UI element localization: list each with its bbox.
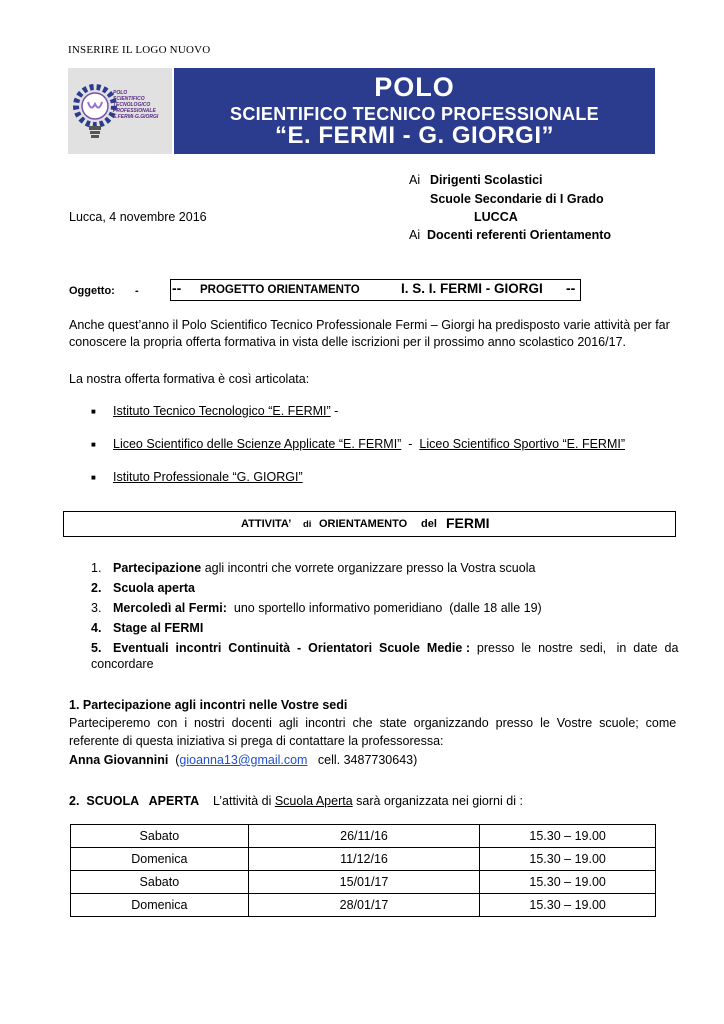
schedule-time: 15.30 – 19.00 <box>480 894 656 917</box>
logo-caption <box>113 90 158 120</box>
part2-heading: 2. SCUOLA APERTA <box>69 794 200 808</box>
school-banner <box>68 68 655 154</box>
activity-5-text: presso le nostre sedi, in date da <box>469 641 679 655</box>
offer-item-2 <box>113 437 625 451</box>
open-school-schedule-table <box>70 824 656 917</box>
contact-phone: cell. 3487730643) <box>307 753 418 767</box>
intro-line-1: Anche quest’anno il Polo Scientifico Tecnico Professionale Fermi – Giorgi ha predisposto varie attività per far <box>69 318 670 332</box>
recipient-line-3: LUCCA <box>474 210 518 224</box>
part2-text-a: L’attività di <box>213 794 275 808</box>
bullet-icon: ■ <box>91 440 96 449</box>
part1-heading: 1. Partecipazione agli incontri nelle Vostre sedi <box>69 698 348 712</box>
section-title-1: ATTIVITA’ <box>241 518 292 530</box>
section-title-5: FERMI <box>446 515 490 531</box>
activity-item-5 <box>113 641 678 655</box>
subject-text-2: I. S. I. FERMI - GIORGI <box>401 281 543 296</box>
recipient-line-1: Dirigenti Scolastici <box>430 173 543 187</box>
subject-dash: - <box>135 285 139 297</box>
activity-num: 4. <box>91 621 102 635</box>
part1-line-1: Parteciperemo con i nostri docenti agli incontri che state organizzando presso le Vostre scuole; come <box>69 716 677 730</box>
logo-placeholder-note: INSERIRE IL LOGO NUOVO <box>68 44 211 56</box>
contact-email-link[interactable]: gioanna13@gmail.com <box>179 753 308 767</box>
logo-line: POLO <box>113 90 128 96</box>
offer-item-1-suffix: - <box>330 404 339 418</box>
schedule-time: 15.30 – 19.00 <box>480 871 656 894</box>
part2-open-school: Scuola Aperta <box>274 794 353 808</box>
activity-3-text: uno sportello informativo pomeridiano (dalle 18 alle 19) <box>226 601 542 615</box>
schedule-day: Sabato <box>71 871 249 894</box>
recipient-ai-2: Ai <box>409 228 421 242</box>
activity-num: 2. <box>91 581 102 595</box>
offer-item-2b-label: Liceo Scientifico Sportivo “E. FERMI” <box>419 437 626 451</box>
schedule-date: 26/11/16 <box>248 825 480 848</box>
contact-name: Anna Giovannini <box>69 753 169 767</box>
subject-open-dashes: -- <box>172 280 182 296</box>
offer-item-3: Istituto Professionale “G. GIORGI” <box>113 470 303 484</box>
activity-1-title: Partecipazione <box>113 561 202 575</box>
section-title-2: di <box>303 519 312 530</box>
part2-text-b: sarà organizzata nei giorni di : <box>352 794 523 808</box>
bullet-icon: ■ <box>91 473 96 482</box>
table-row <box>71 871 656 894</box>
section-title-3: ORIENTAMENTO <box>319 518 408 530</box>
schedule-time: 15.30 – 19.00 <box>480 825 656 848</box>
banner-title-polo: POLO <box>374 72 455 102</box>
activity-item-1 <box>113 561 535 575</box>
table-row <box>71 894 656 917</box>
logo-line: TECNOLOGICO <box>113 102 151 108</box>
recipient-ai-1: Ai <box>409 173 421 187</box>
offer-item-2a-label: Liceo Scientifico delle Scienze Applicate “E. FERMI” <box>113 437 402 451</box>
school-logo <box>68 68 172 154</box>
table-row <box>71 825 656 848</box>
intro-line-2: conoscere la propria offerta formativa in vista delle iscrizioni per il prossimo anno scolastico 2016/17. <box>69 335 626 349</box>
part2-text <box>213 794 523 808</box>
offer-item-2-separator: - <box>401 437 420 451</box>
letter-date: Lucca, 4 novembre 2016 <box>69 210 207 224</box>
banner-title-school: “E. FERMI - G. GIORGI” <box>274 122 554 149</box>
table-row <box>71 848 656 871</box>
logo-line: PROFESSIONALE <box>113 108 156 114</box>
activity-1-text: agli incontri che vorrete organizzare presso la Vostra scuola <box>201 561 536 575</box>
activity-item-3 <box>113 601 542 615</box>
subject-close-dashes: -- <box>566 280 576 296</box>
schedule-date: 28/01/17 <box>248 894 480 917</box>
bullet-icon: ■ <box>91 407 96 416</box>
part1-contact <box>69 753 417 767</box>
activity-item-4: Stage al FERMI <box>113 621 204 635</box>
contact-paren: ( <box>168 753 180 767</box>
offer-item-1 <box>113 404 338 418</box>
schedule-time: 15.30 – 19.00 <box>480 848 656 871</box>
activity-num: 3. <box>91 601 102 615</box>
recipient-line-4: Docenti referenti Orientamento <box>427 228 612 242</box>
activity-num: 1. <box>91 561 102 575</box>
banner-title-subtitle: SCIENTIFICO TECNICO PROFESSIONALE <box>230 104 599 124</box>
banner-title-box <box>174 68 655 154</box>
schedule-date: 15/01/17 <box>248 871 480 894</box>
section-title-4: del <box>421 518 437 530</box>
subject-label: Oggetto: <box>69 285 115 297</box>
logo-line: E.FERMI-G.GIORGI <box>113 114 159 120</box>
offer-item-1-label: Istituto Tecnico Tecnologico “E. FERMI” <box>113 404 331 418</box>
activity-item-2: Scuola aperta <box>113 581 195 595</box>
activity-5-title: Eventuali incontri Continuità - Orientatori Scuole Medie : <box>113 641 470 655</box>
intro-offer-lead: La nostra offerta formativa è così articolata: <box>69 372 310 386</box>
schedule-day: Sabato <box>71 825 249 848</box>
recipient-line-2: Scuole Secondarie di I Grado <box>430 192 604 206</box>
subject-text-1: PROGETTO ORIENTAMENTO <box>200 284 360 296</box>
activity-3-title: Mercoledì al Fermi: <box>113 601 227 615</box>
logo-line: SCIENTIFICO <box>113 96 145 102</box>
part1-line-2: referente di questa iniziativa si prega di contattare la professoressa: <box>69 734 444 748</box>
schedule-day: Domenica <box>71 894 249 917</box>
activity-item-5-cont: concordare <box>91 657 154 671</box>
activity-num: 5. <box>91 641 102 655</box>
schedule-day: Domenica <box>71 848 249 871</box>
schedule-date: 11/12/16 <box>248 848 480 871</box>
